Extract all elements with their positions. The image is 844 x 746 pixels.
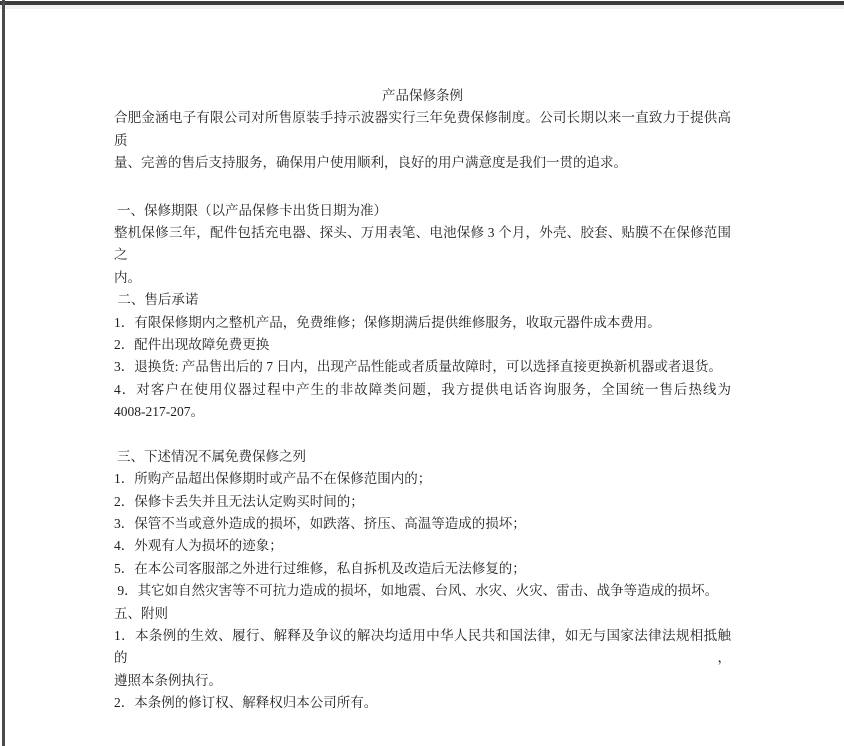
list-item: 1．所购产品超出保修期时或产品不在保修范围内的； xyxy=(114,471,432,487)
section-heading: 三、下述情况不属免费保修之列 xyxy=(117,448,306,464)
section-heading: 二、售后承诺 xyxy=(114,292,199,308)
page-left-border xyxy=(2,0,5,746)
doc-line: 量、完善的售后支持服务，确保用户使用顺利，良好的用户满意度是我们一贯的追求。 xyxy=(114,155,627,171)
list-item: 1．有限保修期内之整机产品，免费维修；保修期满后提供维修服务，收取元器件成本费用。 xyxy=(114,314,661,330)
list-item: 1．本条例的生效、履行、解释及争议的解决均适用中华人民共和国法律，如无与国家法律法规相抵触的， xyxy=(114,627,731,666)
list-item: 5．在本公司客服部之外进行过维修，私自拆机及改造后无法修复的； xyxy=(114,560,526,576)
page-title: 产品保修条例 xyxy=(382,88,463,103)
section-heading: 五、附则 xyxy=(114,605,168,621)
doc-line: 整机保修三年，配件包括充电器、探头、万用表笔、电池保修 3 个月，外壳、胶套、贴膜不在保修范围之 xyxy=(114,225,731,263)
doc-line: 合肥金涵电子有限公司对所售原装手持示波器实行三年免费保修制度。公司长期以来一直致力于提供高质 xyxy=(114,110,731,148)
list-item: 3．退换货: 产品售出后的 7 日内，出现产品性能或者质量故障时，可以选择直接更换新机器或者退货。 xyxy=(114,359,722,375)
section-heading: 一、保修期限（以产品保修卡出货日期为准） xyxy=(117,202,387,218)
list-item: 3．保管不当或意外造成的损坏，如跌落、挤压、高温等造成的损坏； xyxy=(114,515,526,531)
list-item: 2．配件出现故障免费更换 xyxy=(114,337,270,353)
document-body xyxy=(114,85,731,715)
page-top-border-shade xyxy=(0,5,844,9)
blank-line xyxy=(114,424,731,446)
doc-line: 内。 xyxy=(114,269,141,285)
doc-line: 4008-217-207。 xyxy=(114,404,204,420)
doc-line: 遵照本条例执行。 xyxy=(114,672,222,688)
list-item: 9．其它如自然灾害等不可抗力造成的损坏，如地震、台风、水灾、火灾、雷击、战争等造成的损坏。 xyxy=(114,583,719,599)
blank-line xyxy=(114,175,731,200)
list-item: 4．对客户在使用仪器过程中产生的非故障类问题，我方提供电话咨询服务，全国统一售后热线为 xyxy=(114,381,731,397)
list-item: 4．外观有人为损坏的迹象； xyxy=(114,538,283,554)
list-item: 2．保修卡丢失并且无法认定购买时间的； xyxy=(114,493,364,509)
list-item: 2．本条例的修订权、解释权归本公司所有。 xyxy=(114,695,378,711)
